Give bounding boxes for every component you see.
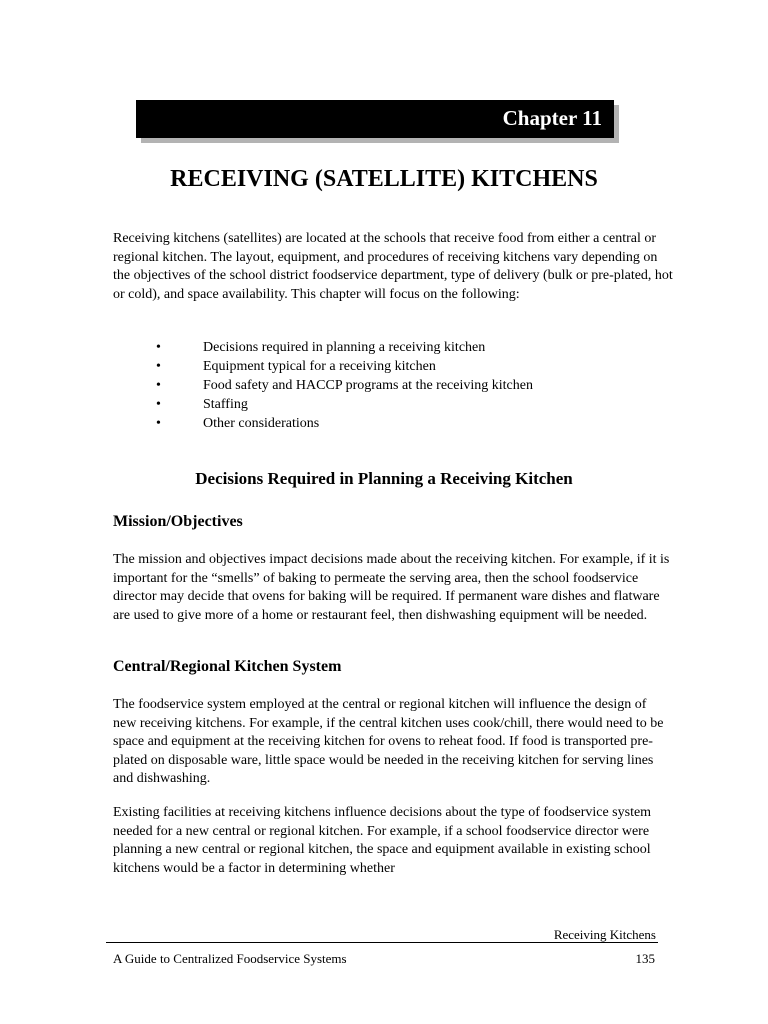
central-heading: Central/Regional Kitchen System bbox=[113, 658, 342, 675]
bullet-item: • Decisions required in planning a receiving kitchen bbox=[156, 338, 533, 357]
bullet-item: • Food safety and HACCP programs at the receiving kitchen bbox=[156, 376, 533, 395]
intro-paragraph: Receiving kitchens (satellites) are located at the schools that receive food from either a central or regional kitchen. The layout, equipment, and procedures of receiving kitchens vary depending on the objectives of the school district foodservice department, type of delivery (bulk or pre-plated, hot or cold), and space availability. This chapter will focus on the following: bbox=[113, 231, 673, 302]
chapter-banner bbox=[136, 100, 614, 138]
footer-divider bbox=[106, 942, 658, 943]
running-head: Receiving Kitchens bbox=[553, 927, 656, 942]
central-paragraph-1: The foodservice system employed at the central or regional kitchen will influence the design of new receiving kitchens. For example, if the central kitchen uses cook/chill, there would need to be space and equipment at the receiving kitchen for ovens to reheat food. If food is transported pre-plated on disposable ware, little space would be needed in the receiving kitchen for serving lines and dishwashing. bbox=[113, 697, 664, 786]
section-heading: Decisions Required in Planning a Receiving Kitchen bbox=[195, 469, 573, 488]
mission-heading: Mission/Objectives bbox=[113, 513, 243, 530]
bullet-item: • Staffing bbox=[156, 395, 533, 414]
bullet-item: • Other considerations bbox=[156, 414, 533, 433]
page-number: 135 bbox=[635, 951, 655, 966]
page-title: RECEIVING (SATELLITE) KITCHENS bbox=[170, 166, 598, 192]
chapter-label: Chapter 11 bbox=[502, 106, 602, 130]
central-paragraph-2: Existing facilities at receiving kitchens influence decisions about the type of foodservice system needed for a new central or regional kitchen. For example, if a school foodservice director were planning a new central or regional kitchen, the space and equipment available in existing school kitchens would be a factor in determining whether bbox=[113, 805, 652, 876]
bullet-item: • Equipment typical for a receiving kitchen bbox=[156, 357, 533, 376]
mission-paragraph: The mission and objectives impact decisions made about the receiving kitchen. For example, if it is important for the “smells” of baking to permeate the serving area, then the school foodservice director may decide that ovens for baking will be required. If permanent ware dishes and flatware are used to give more of a home or restaurant feel, then dishwashing equipment will be needed. bbox=[113, 552, 670, 623]
bullet-list bbox=[156, 338, 533, 433]
book-title: A Guide to Centralized Foodservice Systems bbox=[113, 951, 347, 966]
